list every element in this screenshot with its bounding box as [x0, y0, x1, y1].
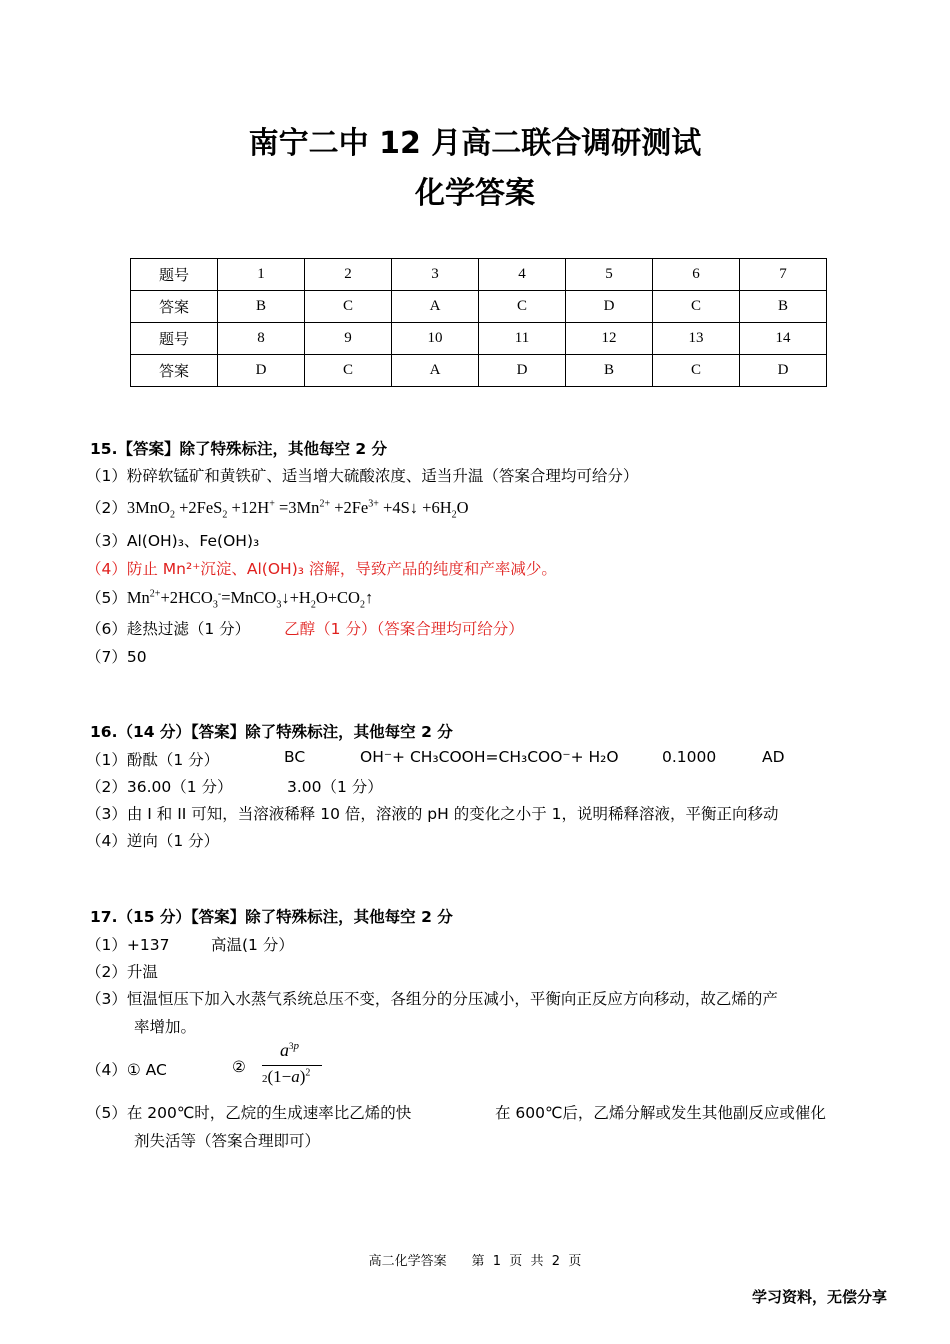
table-cell: 3	[392, 259, 479, 291]
table-row	[131, 291, 827, 323]
table-cell: B	[566, 355, 653, 387]
table-cell: A	[392, 291, 479, 323]
share-note: 学习资料，无偿分享	[752, 1288, 888, 1306]
q17-answer-3b: 率增加。	[134, 1018, 197, 1036]
q16-answer-3: （3）由 I 和 II 可知，当溶液稀释 10 倍，溶液的 pH 的变化之小于 1，说明稀释溶液，平衡正向移动	[86, 805, 779, 823]
table-cell: 9	[305, 323, 392, 355]
q17-answer-5: （5）在 200℃时，乙烷的生成速率比乙烯的快 在 600℃后，乙烯分解或发生其他副反应或催化	[86, 1104, 826, 1122]
table-row	[131, 259, 827, 291]
answer-table	[130, 258, 827, 387]
q17-answer-5b: 剂失活等（答案合理即可）	[134, 1132, 321, 1150]
q15-header: 15.【答案】除了特殊标注，其他每空 2 分	[90, 440, 388, 458]
table-cell: 13	[653, 323, 740, 355]
table-row-header: 答案	[131, 355, 218, 387]
table-cell: C	[305, 355, 392, 387]
q17-header: 17.（15 分）【答案】除了特殊标注，其他每空 2 分	[90, 908, 453, 926]
q15-answer-7: （7）50	[86, 648, 147, 666]
page-footer: 高二化学答案 第 1 页 共 2 页	[368, 1254, 582, 1269]
table-cell: B	[740, 291, 827, 323]
table-cell: 2	[305, 259, 392, 291]
q15-answer-4: （4）防止 Mn²⁺沉淀、Al(OH)₃ 溶解，导致产品的纯度和产率减少。	[86, 560, 557, 578]
table-row-header: 答案	[131, 291, 218, 323]
table-cell: 11	[479, 323, 566, 355]
table-cell: C	[653, 291, 740, 323]
q15-answer-3: （3）Al(OH)₃、Fe(OH)₃	[86, 532, 260, 550]
q16-answer-4: （4）逆向（1 分）	[86, 832, 220, 850]
table-cell: C	[479, 291, 566, 323]
table-row	[131, 323, 827, 355]
table-cell: C	[305, 291, 392, 323]
table-cell: 12	[566, 323, 653, 355]
table-cell: 6	[653, 259, 740, 291]
q15-answer-2: $(2)3MnO_2 +2FeS_2 +12H^+ =3Mn^{2+} +2Fe^{3+}$ +4S↓ $+6H_2O$	[86, 498, 469, 521]
table-cell: D	[218, 355, 305, 387]
page-title: 南宁二中 12 月高二联合调研测试	[248, 126, 702, 161]
q17-answer-1: （1）+137 高温(1 分）	[86, 936, 294, 954]
q15-answer-6: （6）趁热过滤（1 分） 乙醇（1 分）（答案合理均可给分）	[86, 620, 524, 638]
table-cell: D	[479, 355, 566, 387]
q16-answer-1: （1）酚酞（1 分） BC OH⁻+ CH₃COOH=CH₃COO⁻+ H₂O 0.1000 AD	[86, 748, 785, 769]
table-row	[131, 355, 827, 387]
table-cell: 7	[740, 259, 827, 291]
table-row-header: 题号	[131, 259, 218, 291]
table-cell: 1	[218, 259, 305, 291]
table-row-header: 题号	[131, 323, 218, 355]
table-cell: B	[218, 291, 305, 323]
table-cell: 4	[479, 259, 566, 291]
q17-answer-4: （4）① AC ②	[86, 1058, 246, 1079]
table-cell: 10	[392, 323, 479, 355]
page-subtitle: 化学答案	[415, 176, 535, 211]
q15-answer-5: $(5)Mn^{2+}+2HCO_3^-=MnCO_3↓+H_2O+CO_2↑$	[86, 588, 374, 611]
table-cell: A	[392, 355, 479, 387]
q16-answer-2: （2）36.00（1 分） 3.00（1 分）	[86, 778, 383, 796]
table-cell: 5	[566, 259, 653, 291]
table-cell: 14	[740, 323, 827, 355]
table-cell: D	[566, 291, 653, 323]
q15-answer-1: （1）粉碎软锰矿和黄铁矿、适当增大硫酸浓度、适当升温（答案合理均可给分）	[86, 467, 639, 485]
q16-header: 16.（14 分）【答案】除了特殊标注，其他每空 2 分	[90, 723, 453, 741]
table-cell: D	[740, 355, 827, 387]
q17-answer-2: （2）升温	[86, 963, 158, 981]
table-cell: 8	[218, 323, 305, 355]
q17-answer-3a: （3）恒温恒压下加入水蒸气系统总压不变，各组分的分压减小，平衡向正反应方向移动，故乙烯的产	[86, 990, 778, 1008]
table-cell: C	[653, 355, 740, 387]
